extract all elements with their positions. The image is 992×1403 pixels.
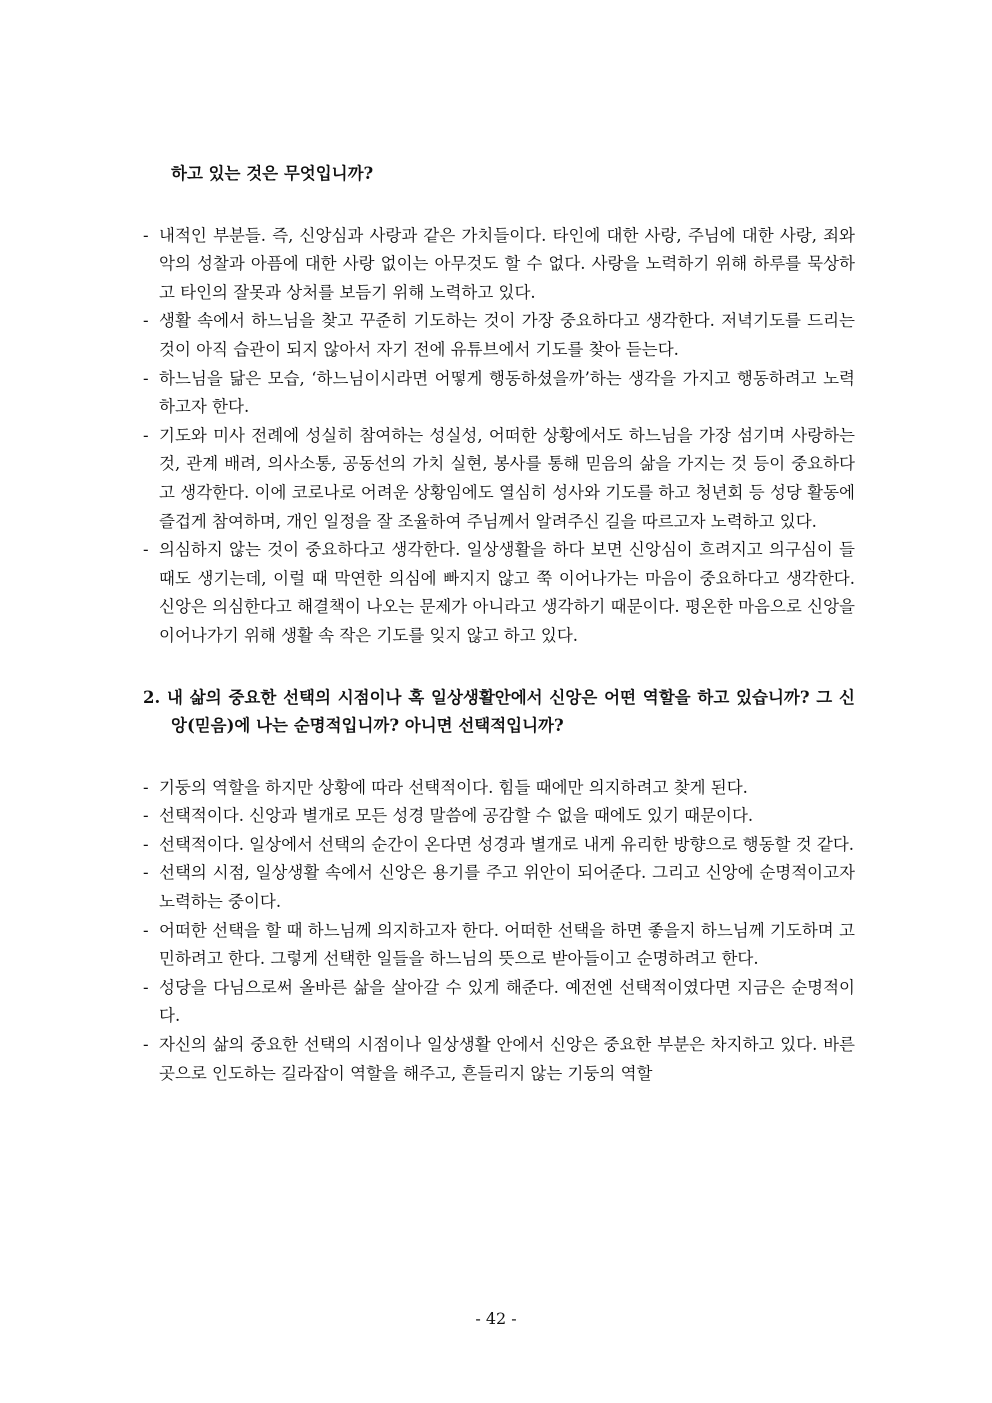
answer2-item-3 [143, 831, 855, 860]
answer-text: 의심하지 않는 것이 중요하다고 생각한다. 일상생활을 하다 보면 신앙심이 흐려지고 의구심이 들 때도 생기는데, 이럴 때 막연한 의심에 빠지지 않고 쭉 이어나가는 마음이 중요하다고 생각한다. 신앙은 의심한다고 해결책이 나오는 문제가 아니라고 생각하기 때문이다. 평온한 마음으로 신앙을 이어나가기 위해 생활 속 작은 기도를 잊지 않고 하고 있다. [159, 540, 855, 645]
answer-text: 기도와 미사 전례에 성실히 참여하는 성실성, 어떠한 상황에서도 하느님을 가장 섬기며 사랑하는 것, 관계 배려, 의사소통, 공동선의 가치 실현, 봉사를 통해 믿음의 삶을 가지는 것 등이 중요하다고 생각한다. 이에 코로나로 어려운 상황임에도 열심히 성사와 기도를 하고 청년회 등 성당 활동에 즐겁게 참여하며, 개인 일정을 잘 조율하여 주님께서 알려주신 길을 따르고자 노력하고 있다. [159, 425, 855, 531]
answers2-list [143, 774, 855, 1089]
answer-text: 하느님을 닮은 모습, ‘하느님이시라면 어떻게 행동하셨을까’하는 생각을 가지고 행동하려고 노력하고자 한다. [159, 368, 855, 417]
answer2-item-6 [143, 974, 855, 1031]
answer-text: 기둥의 역할을 하지만 상황에 따라 선택적이다. 힘들 때에만 의지하려고 찾게 된다. [159, 777, 748, 797]
dash-marker: - [143, 368, 149, 388]
answer1-item-3 [143, 365, 855, 422]
dash-marker: - [143, 863, 149, 883]
answer-text: 생활 속에서 하느님을 찾고 꾸준히 기도하는 것이 가장 중요하다고 생각한다. 저녁기도를 드리는 것이 아직 습관이 되지 않아서 자기 전에 유튜브에서 기도를 찾아 듣는다. [159, 311, 855, 359]
question1-continuation: 하고 있는 것은 무엇입니까? [171, 164, 374, 183]
answer1-item-4 [143, 422, 855, 536]
dash-marker: - [143, 920, 149, 940]
page-content [143, 160, 855, 1088]
dash-marker: - [143, 225, 149, 245]
answer2-item-1 [143, 774, 855, 803]
answer2-item-5 [143, 917, 855, 974]
answer1-item-1 [143, 222, 855, 308]
answer-text: 성당을 다님으로써 올바른 삶을 살아갈 수 있게 해준다. 예전엔 선택적이였다면 지금은 순명적이다. [159, 977, 855, 1026]
answer2-item-4 [143, 859, 855, 916]
answer2-item-7 [143, 1031, 855, 1088]
dash-marker: - [143, 540, 149, 560]
answer-text: 내적인 부분들. 즉, 신앙심과 사랑과 같은 가치들이다. 타인에 대한 사랑, 주님에 대한 사랑, 죄와 악의 성찰과 아픔에 대한 사랑 없이는 아무것도 할 수 없다. 사랑을 노력하기 위해 하루를 묵상하고 타인의 잘못과 상처를 보듬기 위해 노력하고 있다. [159, 225, 855, 302]
answer-text: 자신의 삶의 중요한 선택의 시점이나 일상생활 안에서 신앙은 중요한 부분은 차지하고 있다. 바른 곳으로 인도하는 길라잡이 역할을 해주고, 흔들리지 않는 기둥의 역할 [159, 1035, 855, 1083]
dash-marker: - [143, 834, 149, 854]
dash-marker: - [143, 806, 149, 826]
dash-marker: - [143, 777, 149, 797]
answer1-item-5 [143, 536, 855, 650]
answer1-item-2 [143, 307, 855, 364]
answer-text: 어떠한 선택을 할 때 하느님께 의지하고자 한다. 어떠한 선택을 하면 좋을지 하느님께 기도하며 고민하려고 한다. 그렇게 선택한 일들을 하느님의 뜻으로 받아들이고 순명하려고 한다. [159, 920, 855, 969]
dash-marker: - [143, 425, 149, 445]
dash-marker: - [143, 1035, 149, 1055]
answer-text: 선택적이다. 신앙과 별개로 모든 성경 말씀에 공감할 수 없을 때에도 있기 때문이다. [159, 806, 754, 826]
page-number: - 42 - [475, 1309, 517, 1328]
dash-marker: - [143, 311, 149, 331]
answer-text: 선택적이다. 일상에서 선택의 순간이 온다면 성경과 별개로 내게 유리한 방향으로 행동할 것 같다. [159, 834, 855, 854]
question2-heading: 2. 내 삶의 중요한 선택의 시점이나 혹 일상생활안에서 신앙은 어떤 역할을 하고 있습니까? 그 신앙(믿음)에 나는 순명적입니까? 아니면 선택적입니까? [143, 687, 855, 736]
answer-text: 선택의 시점, 일상생활 속에서 신앙은 용기를 주고 위안이 되어준다. 그리고 신앙에 순명적이고자 노력하는 중이다. [159, 863, 855, 912]
answer2-item-2 [143, 802, 855, 831]
dash-marker: - [143, 977, 149, 997]
answers1-list [143, 222, 855, 651]
